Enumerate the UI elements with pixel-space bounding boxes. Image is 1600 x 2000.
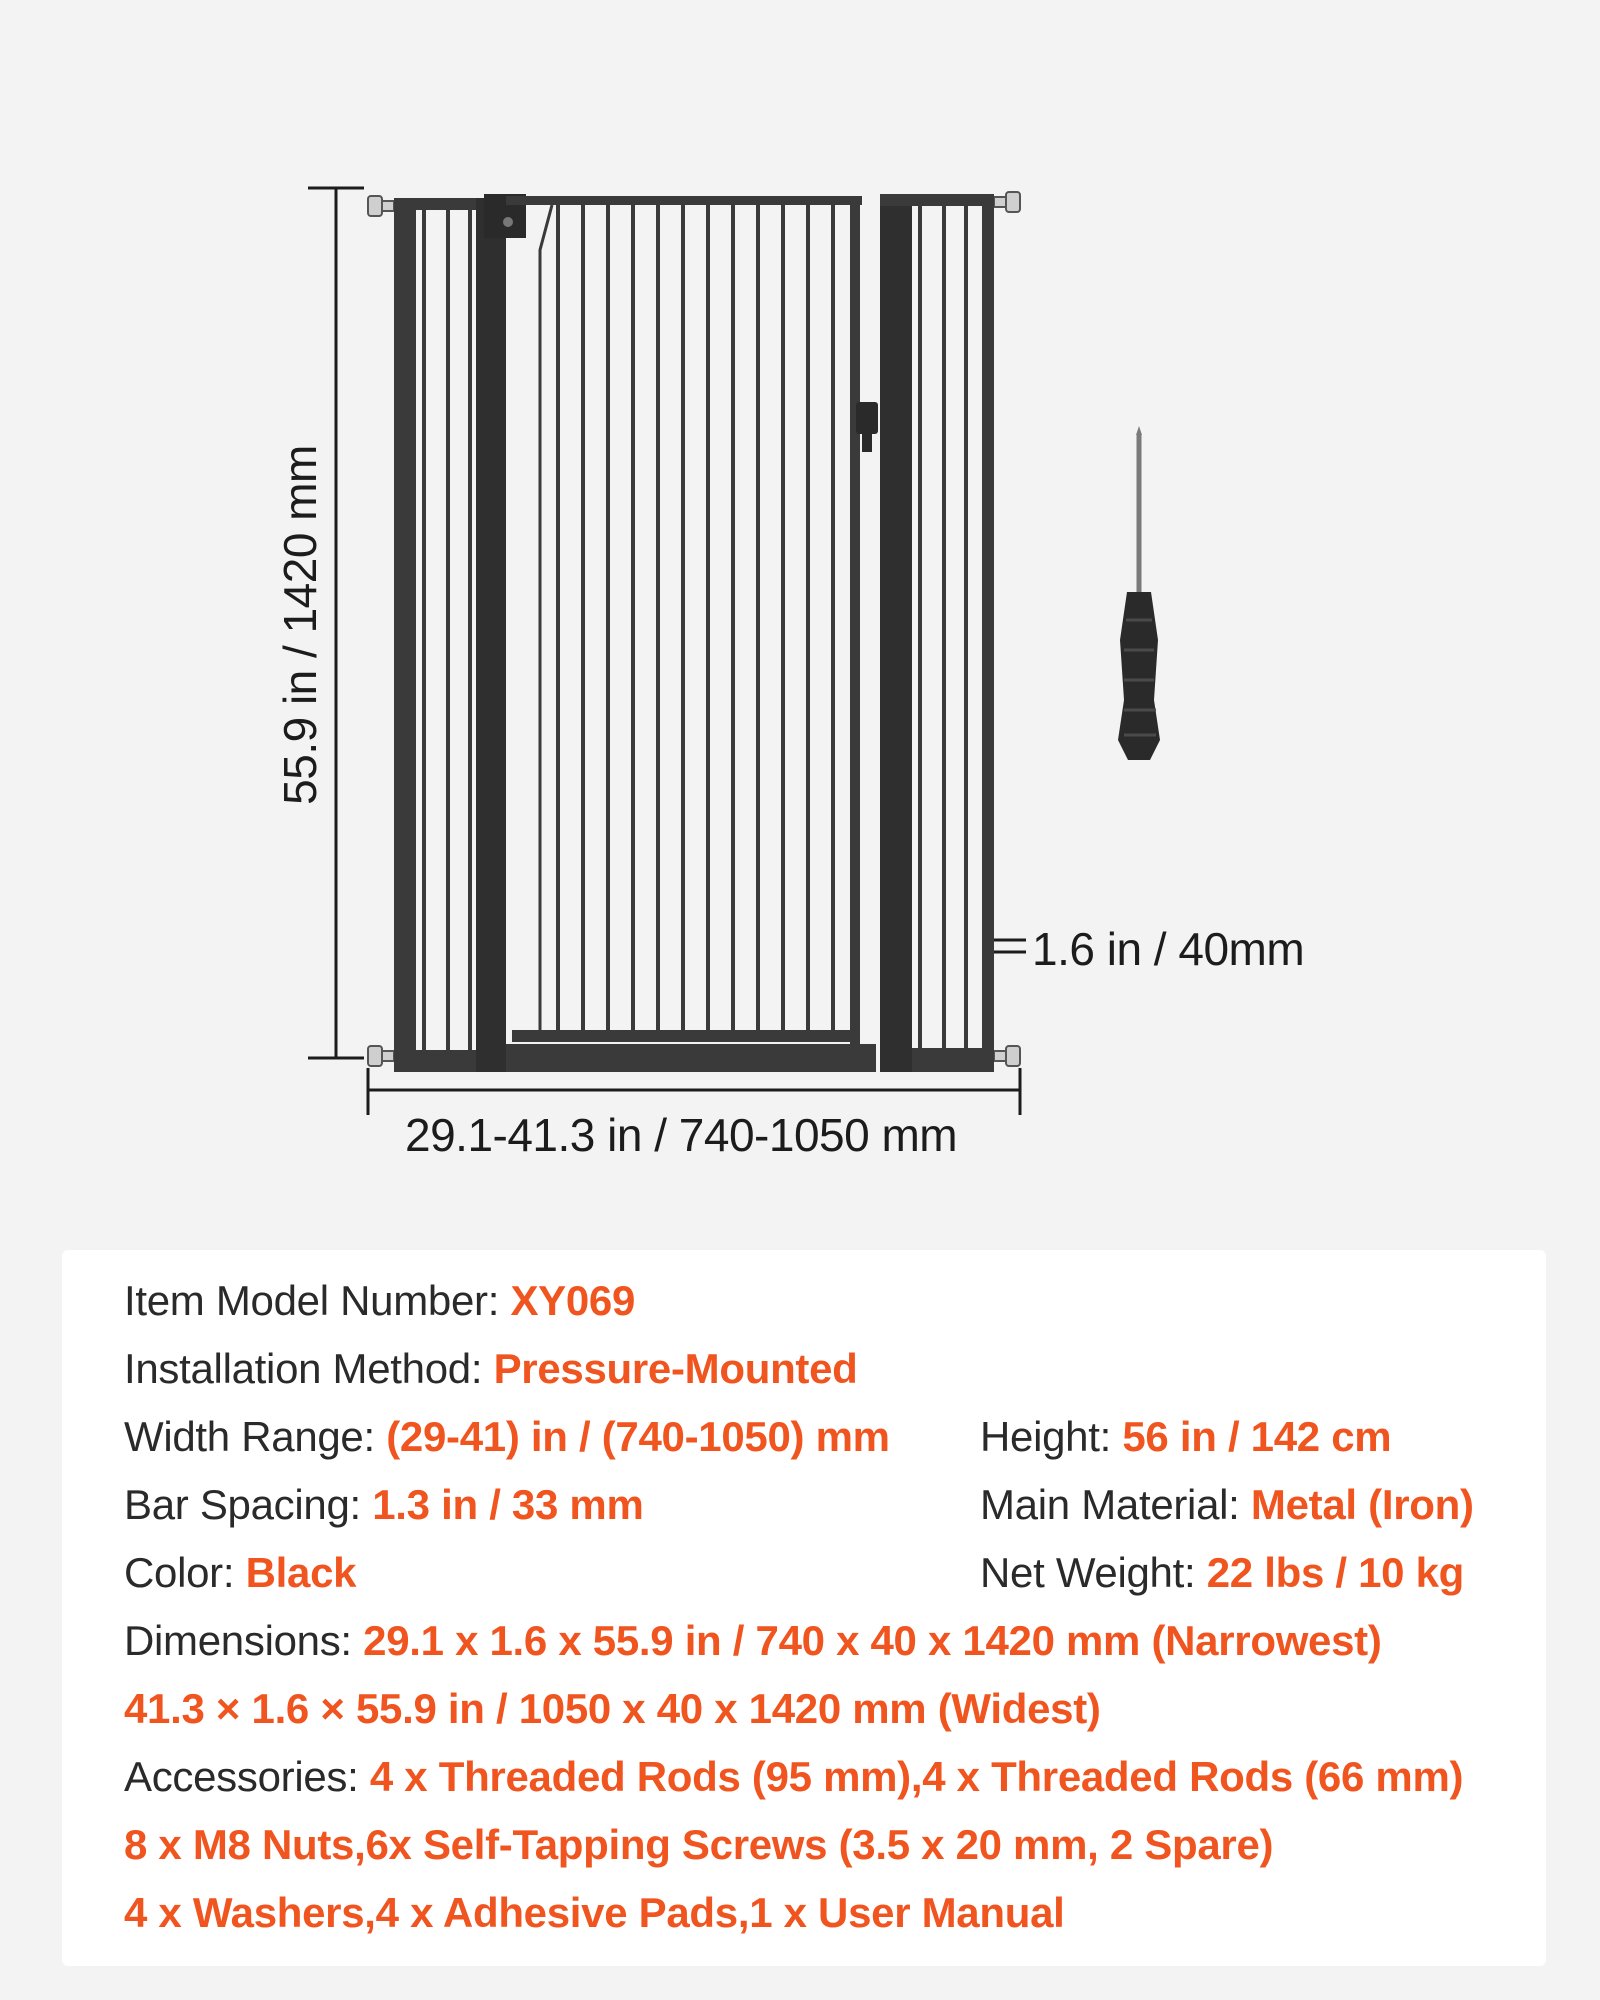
spec-label: Installation Method: (124, 1345, 494, 1392)
spec-value: 22 lbs / 10 kg (1206, 1549, 1465, 1596)
spec-value: Pressure-Mounted (493, 1345, 858, 1392)
spec-label: Net Weight: (980, 1549, 1207, 1596)
spec-value: Metal (Iron) (1250, 1481, 1474, 1528)
height-dimension-label: 55.9 in / 1420 mm (274, 445, 326, 805)
spec-value: XY069 (510, 1277, 636, 1324)
spec-value: 8 x M8 Nuts,6x Self-Tapping Screws (3.5 x 20 mm, 2 Spare) (124, 1821, 1274, 1868)
spec-row-dimensions (124, 1616, 1382, 1666)
spec-card (62, 1250, 1546, 1966)
spec-label: Bar Spacing: (124, 1481, 373, 1528)
spec-label: Width Range: (124, 1413, 387, 1460)
spec-row-accessories-3 (124, 1888, 1065, 1938)
spec-row-width-range (124, 1412, 890, 1462)
spec-value: 4 x Threaded Rods (95 mm),4 x Threaded Rods (66 mm) (369, 1753, 1464, 1800)
spec-row-installation (124, 1344, 858, 1394)
spec-label: Item Model Number: (124, 1277, 511, 1324)
spec-row-net-weight (980, 1548, 1464, 1598)
pet-gate-icon (368, 192, 1020, 1072)
width-dimension-label: 29.1-41.3 in / 740-1050 mm (405, 1109, 958, 1161)
spec-row-accessories (124, 1752, 1463, 1802)
spec-value: 1.3 in / 33 mm (372, 1481, 644, 1528)
spec-row-material (980, 1480, 1474, 1530)
spec-row-dimensions-widest (124, 1684, 1101, 1734)
spec-value: 56 in / 142 cm (1122, 1413, 1392, 1460)
spec-value: 41.3 × 1.6 × 55.9 in / 1050 x 40 x 1420 mm (Widest) (124, 1685, 1101, 1732)
depth-dimension-label: 1.6 in / 40mm (1032, 923, 1305, 975)
spec-label: Color: (124, 1549, 246, 1596)
spec-row-model (124, 1276, 635, 1326)
spec-label: Main Material: (980, 1481, 1251, 1528)
depth-marker (994, 940, 1026, 952)
spec-label: Height: (980, 1413, 1123, 1460)
spec-value: (29-41) in / (740-1050) mm (386, 1413, 890, 1460)
spec-value: 29.1 x 1.6 x 55.9 in / 740 x 40 x 1420 mm (Narrowest) (363, 1617, 1382, 1664)
spec-label: Dimensions: (124, 1617, 364, 1664)
spec-row-accessories-2 (124, 1820, 1273, 1870)
spec-value: Black (245, 1549, 357, 1596)
screwdriver-icon (1118, 426, 1160, 760)
spec-row-height (980, 1412, 1391, 1462)
spec-row-color (124, 1548, 356, 1598)
spec-value: 4 x Washers,4 x Adhesive Pads,1 x User Manual (124, 1889, 1065, 1936)
spec-row-bar-spacing (124, 1480, 644, 1530)
spec-label: Accessories: (124, 1753, 370, 1800)
